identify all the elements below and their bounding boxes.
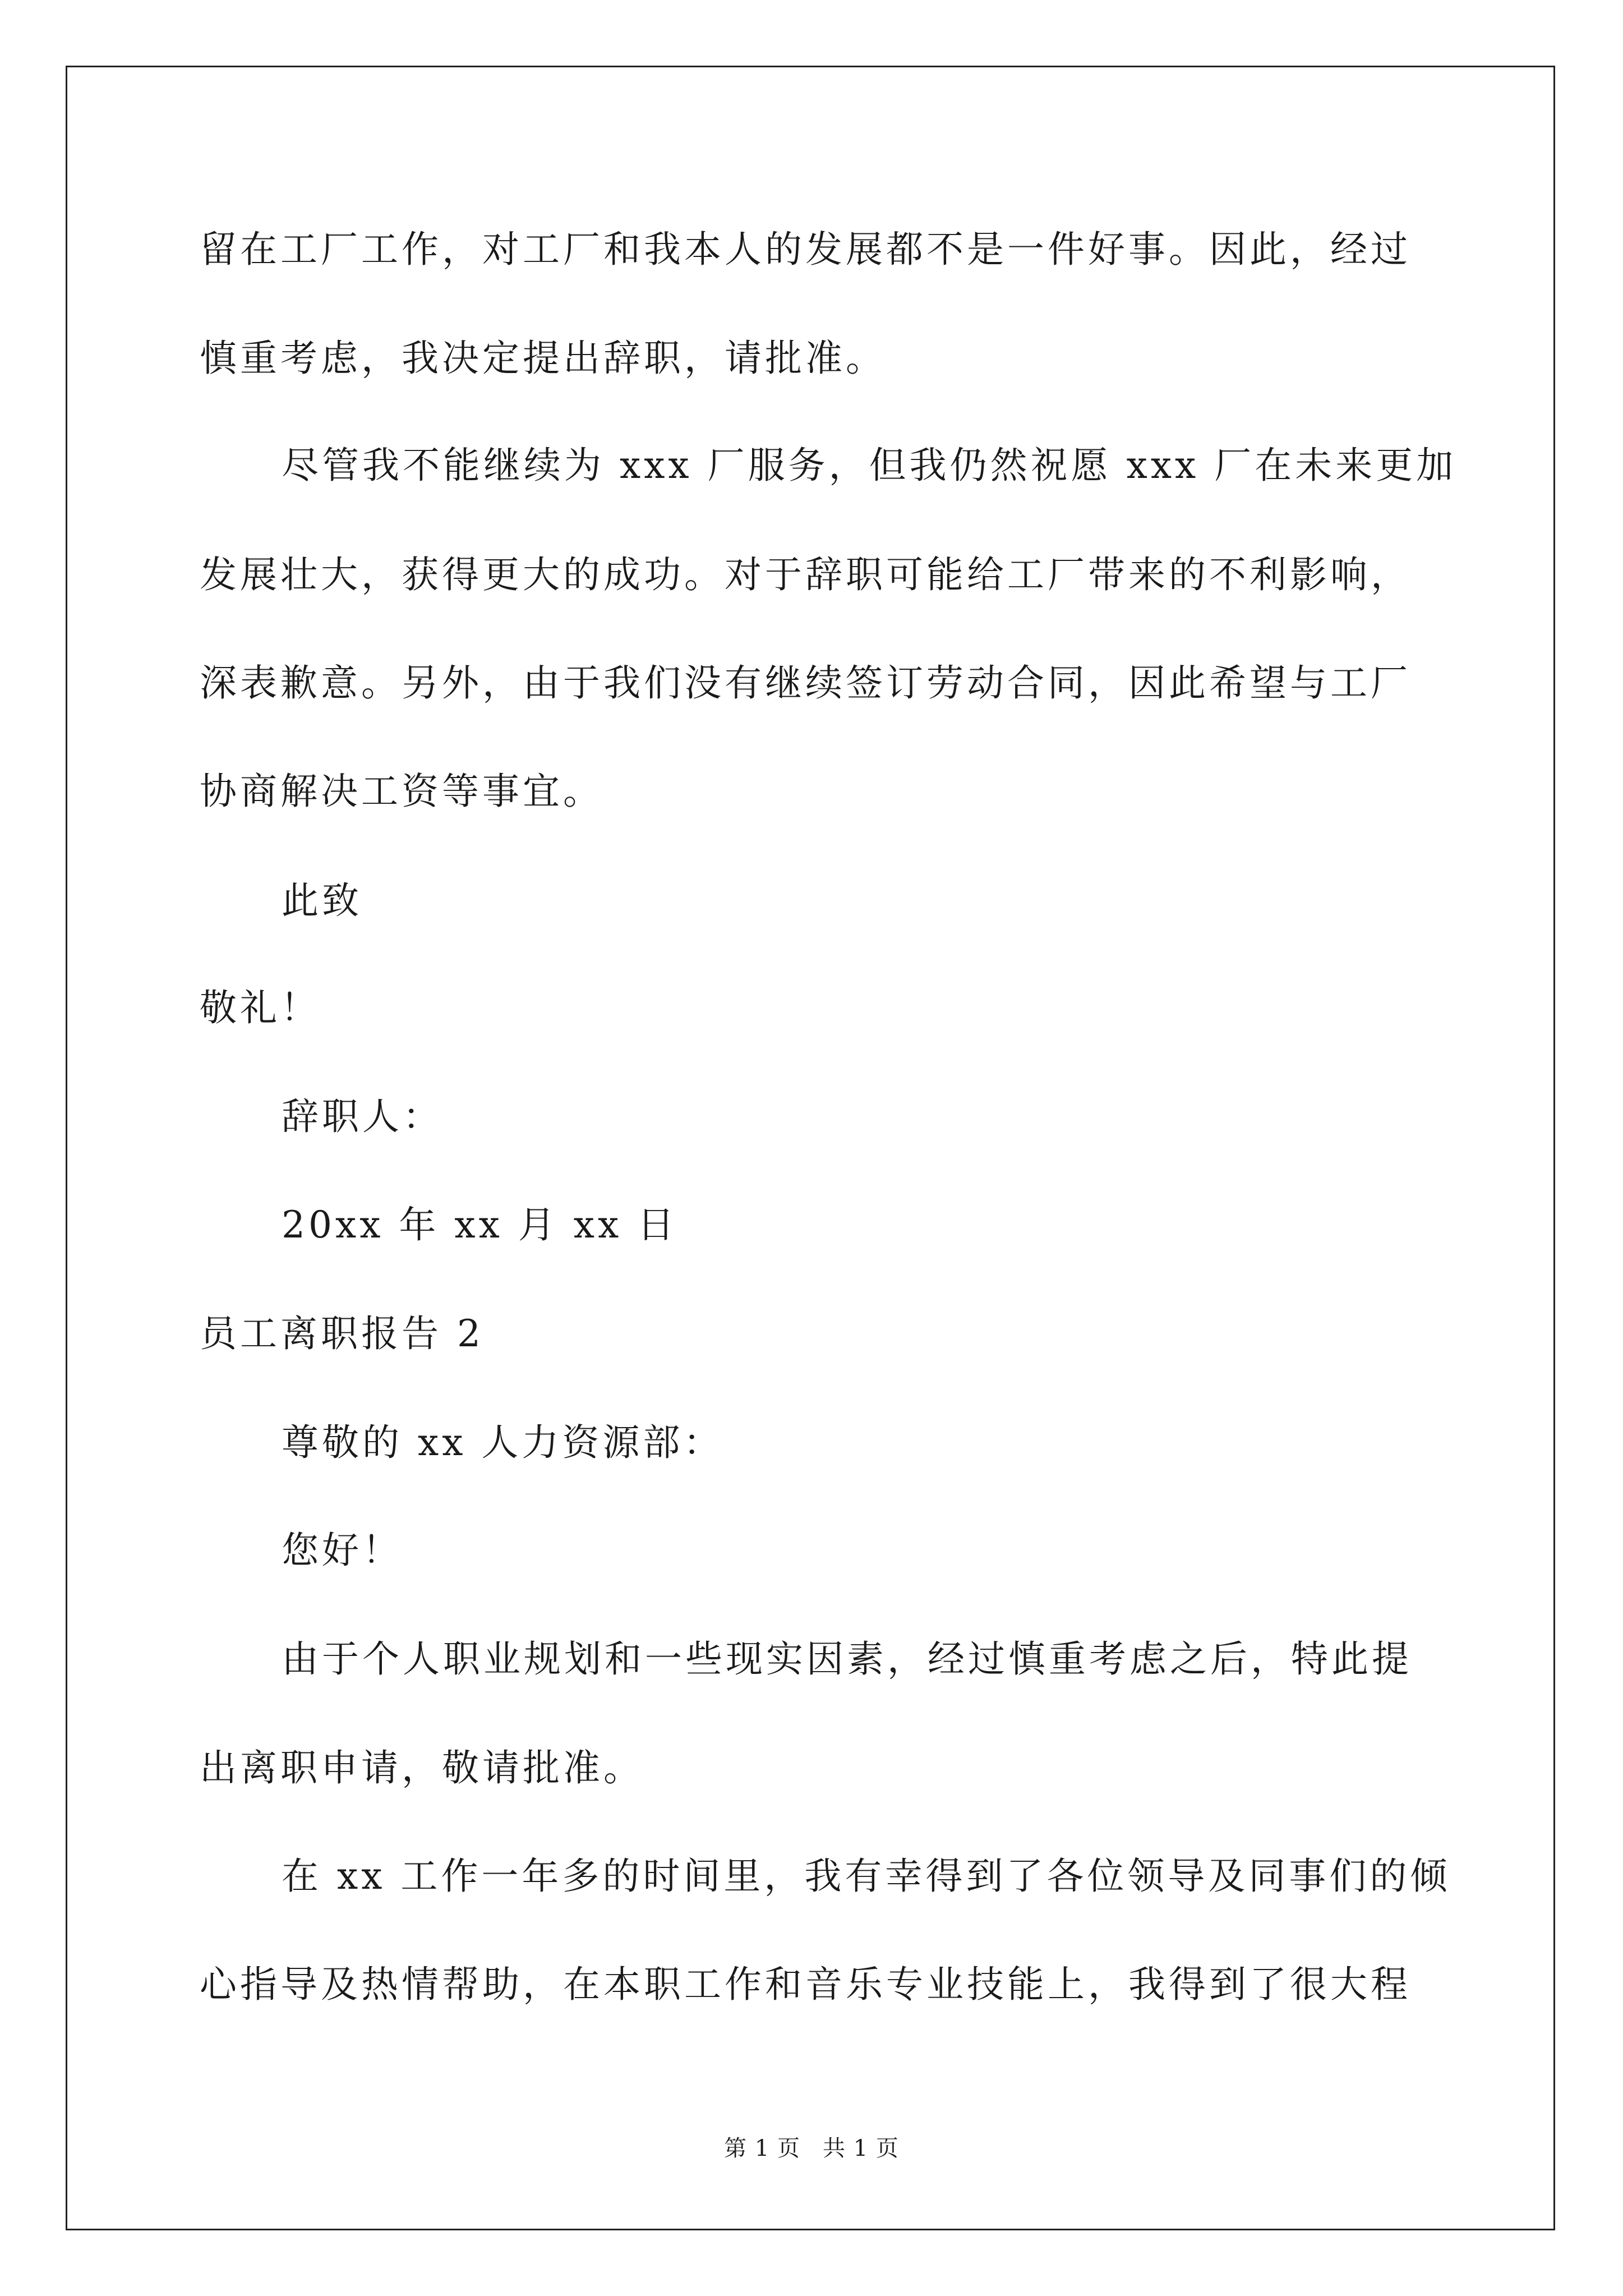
page-total: 共 1 页 [823, 2136, 899, 2161]
paragraph-line: 尽管我不能继续为 xxx 厂服务，但我仍然祝愿 xxx 厂在未来更加 [282, 444, 1457, 487]
date-line: 20xx 年 xx 月 xx 日 [282, 1203, 678, 1246]
paragraph-line: 出离职申请，敬请批准。 [200, 1746, 644, 1789]
page-number: 第 1 页 [724, 2136, 800, 2161]
salutation-line: 敬礼！ [200, 986, 321, 1029]
greeting-line: 尊敬的 xx 人力资源部： [282, 1421, 724, 1464]
closing-line: 此致 [282, 879, 362, 922]
page-footer [0, 2134, 1623, 2162]
paragraph-line: 心指导及热情帮助，在本职工作和音乐专业技能上，我得到了很大程 [200, 1963, 1411, 2006]
page-border [66, 66, 1555, 2230]
section-heading: 员工离职报告 2 [200, 1312, 484, 1355]
paragraph-line: 慎重考虑，我决定提出辞职，请批准。 [200, 337, 886, 380]
paragraph-line: 发展壮大，获得更大的成功。对于辞职可能给工厂带来的不利影响， [200, 553, 1411, 596]
paragraph-line: 留在工厂工作，对工厂和我本人的发展都不是一件好事。因此，经过 [200, 228, 1411, 271]
paragraph-line: 由于个人职业规划和一些现实因素，经过慎重考虑之后，特此提 [282, 1637, 1412, 1681]
paragraph-line: 在 xx 工作一年多的时间里，我有幸得到了各位领导及同事们的倾 [282, 1855, 1451, 1898]
paragraph-line: 协商解决工资等事宜。 [200, 770, 603, 813]
signature-line: 辞职人： [282, 1095, 443, 1138]
paragraph-line: 深表歉意。另外，由于我们没有继续签订劳动合同，因此希望与工厂 [200, 661, 1411, 705]
greeting-line: 您好！ [282, 1529, 403, 1572]
